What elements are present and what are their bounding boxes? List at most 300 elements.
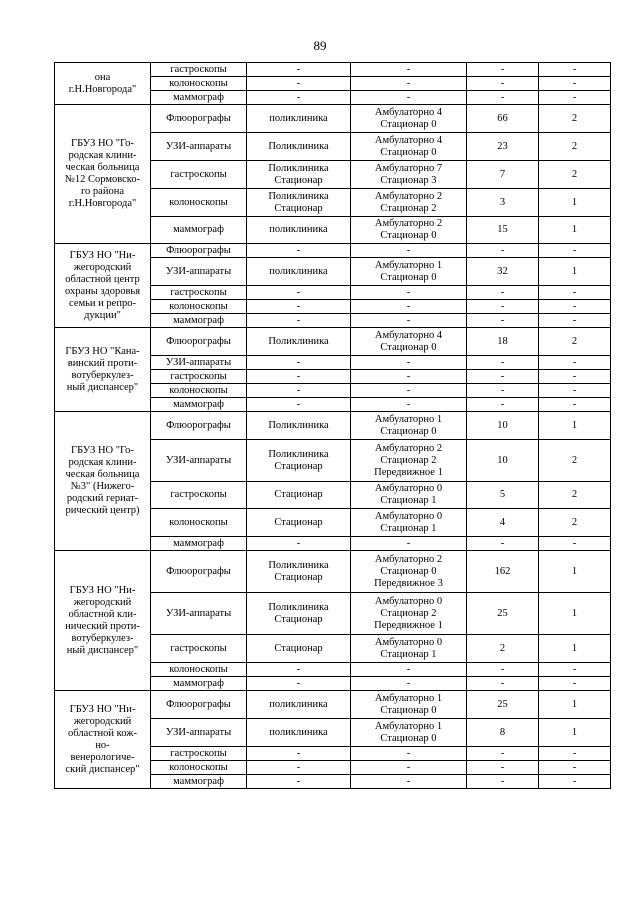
mode-line: Стационар 0 [380,271,437,283]
mode-line: Стационар 0 [380,565,437,577]
department-cell [247,189,351,217]
device-cell: УЗИ-аппараты [151,356,247,370]
device-cell: маммограф [151,398,247,412]
mode-cell [351,244,467,258]
organization-line: №3" (Нижего- [70,481,135,492]
department-line: - [296,370,301,382]
value-cell: 1 [539,412,611,440]
department-cell [247,482,351,509]
organization-cell [55,105,151,244]
department-line: - [296,314,301,326]
department-line: Стационар [274,174,323,186]
count-cell: - [467,663,539,677]
device-cell: УЗИ-аппараты [151,440,247,482]
mode-line: Стационар 0 [380,341,437,353]
device-cell: Флюорографы [151,691,247,719]
organization-line: жегородский [73,261,132,273]
mode-line: - [406,244,411,256]
organization-line: №12 Сормовско- [64,174,141,185]
mode-line: Амбулаторно 0 [374,483,443,494]
value-cell: - [539,370,611,384]
department-cell [247,719,351,747]
count-cell: 25 [467,593,539,635]
mode-line: - [406,314,411,326]
mode-line: Амбулаторно 1 [374,413,443,425]
value-cell: - [539,91,611,105]
organization-line: родская клини- [68,150,137,161]
count-cell: 32 [467,258,539,286]
department-line: - [296,300,301,312]
mode-line: Стационар 3 [380,174,437,186]
department-line: Стационар [274,460,323,472]
mode-cell [351,77,467,91]
device-cell: Флюорографы [151,412,247,440]
mode-cell [351,217,467,244]
organization-line: ГБУЗ НО "Ни- [69,249,136,261]
organization-line: но- [95,739,110,751]
mode-cell [351,593,467,635]
organization-line: дукции" [84,309,121,321]
department-line: - [296,747,301,759]
department-cell [247,63,351,77]
organization-line: родский гериат- [66,493,139,504]
device-cell: Флюорографы [151,105,247,133]
count-cell: - [467,91,539,105]
mode-cell [351,105,467,133]
mode-line: Амбулаторно 4 [374,134,443,146]
mode-cell [351,258,467,286]
department-line: - [296,663,301,675]
department-line: Стационар [274,613,323,625]
mode-line: Амбулаторно 4 [374,106,443,118]
value-cell: 2 [539,133,611,161]
mode-line: Стационар 2 [380,607,437,619]
department-line: - [296,398,301,410]
department-cell [247,537,351,551]
department-cell [247,105,351,133]
value-cell: - [539,663,611,677]
department-line: - [296,384,301,396]
count-cell: - [467,314,539,328]
department-line: - [296,356,301,368]
mode-line: Амбулаторно 1 [374,692,443,704]
department-line: - [296,761,301,773]
mode-line: Стационар 2 [380,454,437,466]
value-cell: - [539,384,611,398]
department-cell [247,775,351,789]
organization-line: г.Н.Новгорода" [68,83,137,95]
mode-line: Стационар 0 [380,146,437,158]
department-line: Поликлиника [268,419,329,431]
department-cell [247,314,351,328]
value-cell: 1 [539,258,611,286]
mode-cell [351,189,467,217]
mode-cell [351,314,467,328]
organization-line: ный диспансер" [66,381,139,393]
value-cell: - [539,775,611,789]
department-cell [247,356,351,370]
department-line: - [296,286,301,298]
count-cell: - [467,747,539,761]
mode-line: Стационар 0 [380,118,437,130]
device-cell: маммограф [151,677,247,691]
department-line: поликлиника [269,224,328,235]
device-cell: маммограф [151,314,247,328]
organization-line: ГБУЗ НО "Ни- [69,703,136,715]
device-cell: колоноскопы [151,761,247,775]
device-cell: колоноскопы [151,77,247,91]
mode-line: Амбулаторно 2 [374,442,443,454]
value-cell: 1 [539,217,611,244]
value-cell: - [539,747,611,761]
mode-line: Амбулаторно 2 [374,190,443,202]
department-cell [247,412,351,440]
department-line: Поликлиника [268,601,329,613]
value-cell: 2 [539,161,611,189]
department-line: Поликлиника [268,448,329,460]
organization-line: жегородский [73,715,132,727]
mode-line: - [406,747,411,759]
count-cell: 3 [467,189,539,217]
mode-line: - [406,677,411,689]
mode-line: Стационар 1 [380,522,437,534]
mode-cell [351,286,467,300]
department-line: Стационар [274,642,323,654]
mode-line: Передвижное 1 [374,466,443,478]
count-cell: - [467,677,539,691]
department-line: - [296,63,301,75]
department-line: Стационар [274,202,323,214]
organization-line: областной центр [65,273,140,285]
device-cell: УЗИ-аппараты [151,258,247,286]
device-cell: гастроскопы [151,286,247,300]
table-row [55,244,611,258]
mode-cell [351,412,467,440]
mode-line: Передвижное 3 [374,577,443,589]
mode-line: - [406,91,411,103]
department-line: поликлиника [269,112,328,124]
department-cell [247,677,351,691]
count-cell: 66 [467,105,539,133]
organization-line: нический проти- [65,620,140,632]
department-cell [247,663,351,677]
mode-cell [351,775,467,789]
table-row [55,691,611,719]
mode-line: Амбулаторно 0 [374,510,443,522]
department-line: - [296,91,301,103]
department-cell [247,635,351,663]
organization-line: областной кли- [68,608,137,620]
organization-line: областной кож- [68,727,137,739]
department-line: Стационар [274,571,323,583]
count-cell: 2 [467,635,539,663]
device-cell: Флюорографы [151,244,247,258]
equipment-table-body [55,63,611,789]
mode-line: Амбулаторно 1 [374,259,443,271]
table-row [55,412,611,440]
organization-line: винский проти- [67,357,138,369]
value-cell: 2 [539,482,611,509]
value-cell: 1 [539,691,611,719]
mode-cell [351,761,467,775]
mode-cell [351,161,467,189]
device-cell: гастроскопы [151,747,247,761]
organization-line: ный диспансер" [66,644,139,656]
mode-cell [351,356,467,370]
department-cell [247,133,351,161]
mode-line: Амбулаторно 0 [374,636,443,648]
mode-line: Передвижное 1 [374,619,443,631]
device-cell: колоноскопы [151,509,247,537]
department-line: - [296,537,301,549]
page-number: 89 [313,38,327,53]
value-cell: - [539,398,611,412]
mode-cell [351,747,467,761]
device-cell: колоноскопы [151,384,247,398]
mode-line: Амбулаторно 7 [374,162,443,174]
device-cell: гастроскопы [151,482,247,509]
mode-line: - [406,775,411,787]
department-cell [247,370,351,384]
mode-line: - [406,663,411,675]
mode-line: - [406,300,411,312]
department-cell [247,161,351,189]
mode-cell [351,482,467,509]
department-cell [247,761,351,775]
device-cell: маммограф [151,217,247,244]
department-cell [247,286,351,300]
organization-line: ческая больница [65,469,140,480]
organization-line: ГБУЗ НО "Го- [71,138,134,149]
value-cell: 1 [539,189,611,217]
organization-line: вотуберкулез- [71,632,134,644]
mode-cell [351,719,467,747]
mode-cell [351,398,467,412]
mode-line: Стационар 0 [380,704,437,716]
device-cell: колоноскопы [151,189,247,217]
department-cell [247,77,351,91]
department-cell [247,691,351,719]
count-cell: - [467,244,539,258]
mode-cell [351,133,467,161]
mode-cell [351,370,467,384]
count-cell: 18 [467,328,539,356]
mode-line: - [406,398,411,410]
mode-line: Амбулаторно 0 [374,595,443,607]
organization-line: г.Н.Новгорода" [68,198,137,209]
organization-line: ческая больница [65,162,140,173]
value-cell: 1 [539,635,611,663]
organization-cell [55,244,151,328]
device-cell: УЗИ-аппараты [151,593,247,635]
organization-cell [55,63,151,105]
organization-line: ский диспансер" [65,763,140,775]
department-line: поликлиника [269,726,328,738]
department-line: - [296,677,301,689]
count-cell: 7 [467,161,539,189]
mode-cell [351,691,467,719]
organization-line: семьи и репро- [69,297,136,309]
mode-line: Стационар 0 [380,230,437,241]
department-cell [247,328,351,356]
count-cell: - [467,63,539,77]
department-cell [247,91,351,105]
value-cell: 2 [539,105,611,133]
mode-line: Стационар 0 [380,425,437,437]
mode-line: - [406,370,411,382]
department-cell [247,258,351,286]
device-cell: гастроскопы [151,161,247,189]
department-cell [247,217,351,244]
department-line: - [296,775,301,787]
count-cell: 15 [467,217,539,244]
organization-line: жегородский [73,596,132,608]
mode-cell [351,300,467,314]
department-line: Стационар [274,489,323,500]
value-cell: 1 [539,551,611,593]
device-cell: УЗИ-аппараты [151,133,247,161]
mode-cell [351,328,467,356]
count-cell: - [467,77,539,91]
count-cell: - [467,775,539,789]
mode-line: - [406,537,411,549]
organization-cell [55,691,151,789]
department-line: Поликлиника [268,140,329,152]
count-cell: 4 [467,509,539,537]
table-row [55,551,611,593]
department-line: Поликлиника [268,335,329,347]
mode-line: Стационар 2 [380,202,437,214]
department-cell [247,509,351,537]
count-cell: 25 [467,691,539,719]
department-cell [247,593,351,635]
value-cell: 1 [539,593,611,635]
table-row [55,328,611,356]
device-cell: гастроскопы [151,63,247,77]
value-cell: - [539,677,611,691]
organization-line: ГБУЗ НО "Кана- [65,345,140,357]
mode-line: - [406,77,411,89]
device-cell: Флюорографы [151,328,247,356]
mode-cell [351,63,467,77]
count-cell: 162 [467,551,539,593]
organization-cell [55,328,151,412]
mode-line: Стационар 0 [380,732,437,744]
value-cell: - [539,300,611,314]
organization-line: охраны здоровья [64,285,141,297]
department-cell [247,384,351,398]
value-cell: 1 [539,719,611,747]
value-cell: - [539,356,611,370]
department-line: поликлиника [269,698,328,710]
mode-cell [351,537,467,551]
mode-line: Амбулаторно 2 [374,553,443,565]
department-line: Поликлиника [268,162,329,174]
count-cell: 10 [467,412,539,440]
mode-line: Амбулаторно 4 [374,329,443,341]
count-cell: - [467,370,539,384]
value-cell: 2 [539,440,611,482]
count-cell: - [467,356,539,370]
mode-cell [351,384,467,398]
count-cell: - [467,300,539,314]
value-cell: 2 [539,328,611,356]
device-cell: Флюорографы [151,551,247,593]
mode-cell [351,677,467,691]
mode-cell [351,91,467,105]
value-cell: - [539,63,611,77]
organization-line: ГБУЗ НО "Го- [71,445,134,456]
mode-cell [351,509,467,537]
organization-cell [55,412,151,551]
department-line: Поликлиника [268,190,329,202]
device-cell: гастроскопы [151,370,247,384]
device-cell: маммограф [151,775,247,789]
device-cell: колоноскопы [151,663,247,677]
department-cell [247,551,351,593]
count-cell: 5 [467,482,539,509]
value-cell: - [539,244,611,258]
count-cell: - [467,761,539,775]
count-cell: - [467,384,539,398]
department-line: - [296,77,301,89]
device-cell: гастроскопы [151,635,247,663]
table-row [55,63,611,77]
department-line: Поликлиника [268,559,329,571]
department-cell [247,244,351,258]
department-cell [247,747,351,761]
organization-line: венерологиче- [70,751,135,763]
mode-line: Амбулаторно 1 [374,720,443,732]
device-cell: маммограф [151,537,247,551]
department-line: поликлиника [269,265,328,277]
mode-line: Амбулаторно 2 [374,218,443,229]
department-line: - [296,244,301,256]
device-cell: маммограф [151,91,247,105]
organization-cell [55,551,151,691]
value-cell: - [539,286,611,300]
organization-line: ГБУЗ НО "Ни- [69,584,136,596]
organization-line: вотуберкулез- [71,369,134,381]
organization-line: она [94,71,111,83]
device-cell: УЗИ-аппараты [151,719,247,747]
organization-line: рический центр) [65,505,140,516]
count-cell: - [467,537,539,551]
organization-line: родская клини- [68,457,137,468]
value-cell: - [539,77,611,91]
count-cell: - [467,398,539,412]
mode-line: - [406,286,411,298]
device-cell: колоноскопы [151,300,247,314]
department-cell [247,398,351,412]
value-cell: 2 [539,509,611,537]
count-cell: 23 [467,133,539,161]
equipment-table [54,62,611,789]
mode-line: Стационар 1 [380,495,437,506]
mode-cell [351,440,467,482]
count-cell: 8 [467,719,539,747]
mode-cell [351,551,467,593]
count-cell: 10 [467,440,539,482]
mode-line: - [406,761,411,773]
mode-cell [351,663,467,677]
organization-line: го района [81,186,124,197]
mode-line: - [406,356,411,368]
mode-line: Стационар 1 [380,648,437,660]
mode-line: - [406,384,411,396]
value-cell: - [539,537,611,551]
mode-cell [351,635,467,663]
